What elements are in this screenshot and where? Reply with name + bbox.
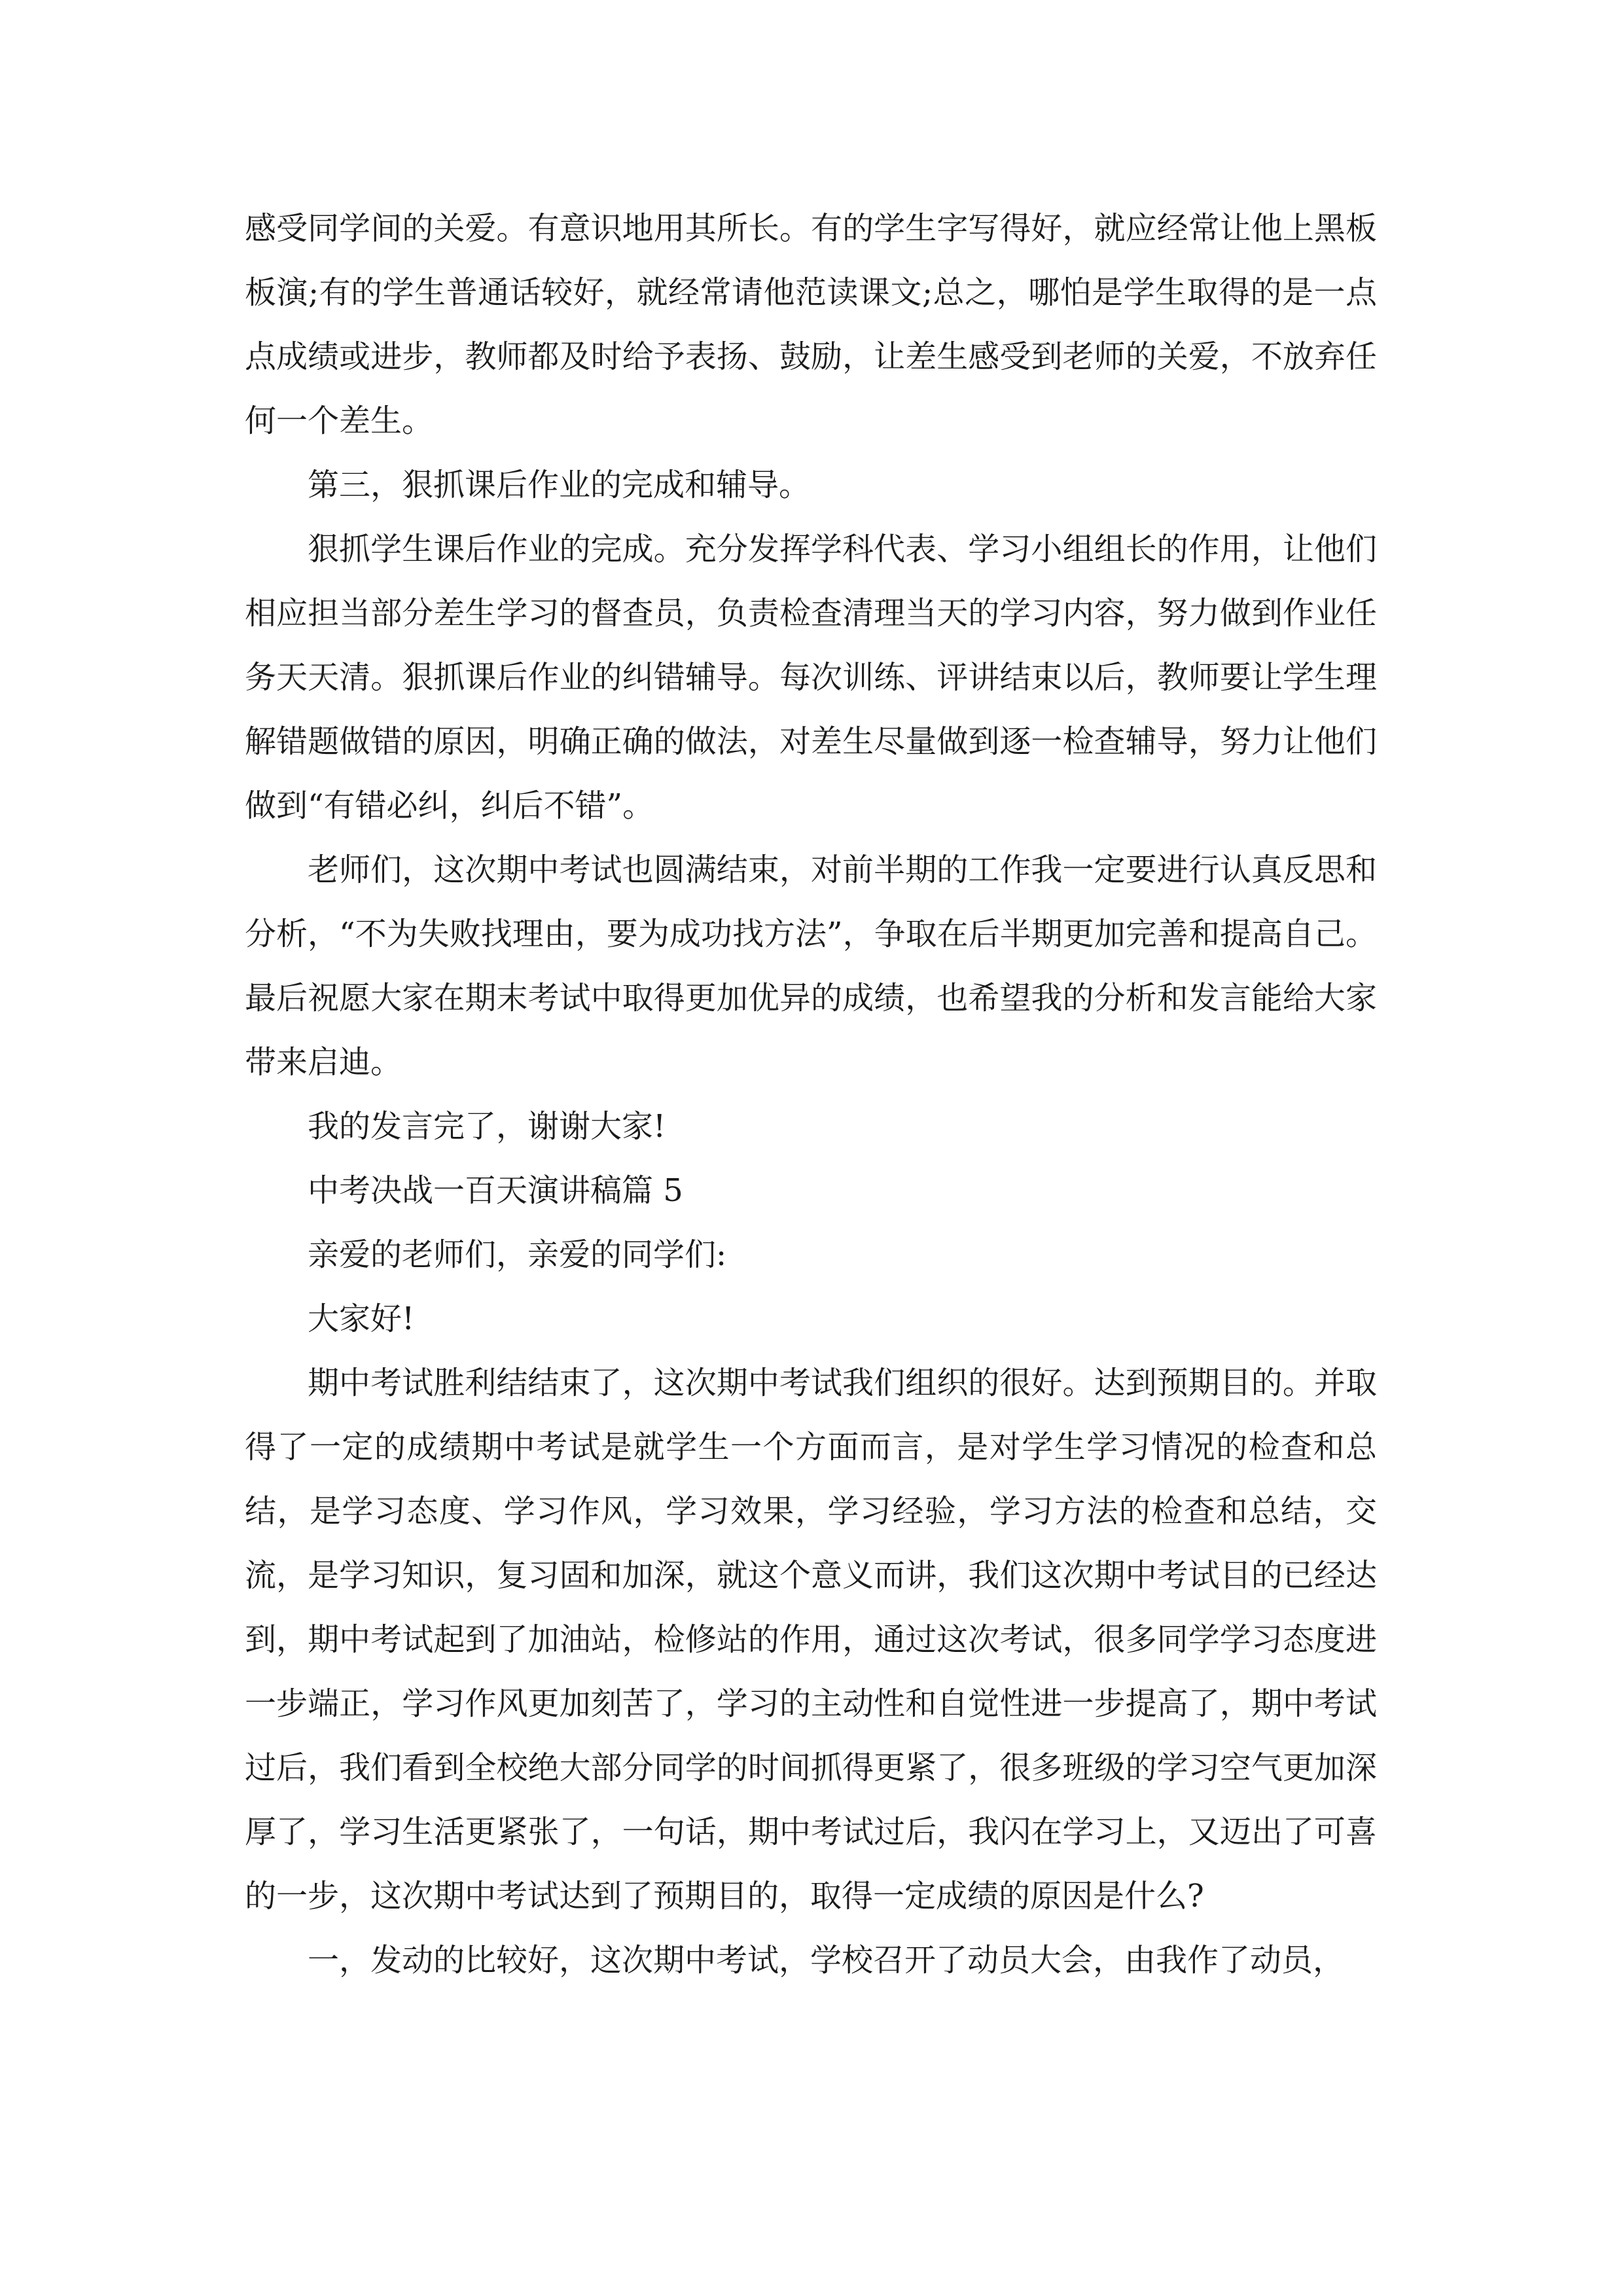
paragraph-heading-third: 第三，狠抓课后作业的完成和辅导。 xyxy=(308,467,811,503)
paragraph-closing: 我的发言完了，谢谢大家! xyxy=(308,1108,666,1145)
paragraph-reflection: 老师们，这次期中考试也圆满结束，对前半期的工作我一定要进行认真反思和分析，“不为失败找理由，要为成功找方法”，争取在后半期更加完善和提高自己。最后祝愿大家在期末考试中取得更加优异的成绩，也希望我的分析和发言能给大家带来启迪。 xyxy=(245,852,1377,1081)
paragraph-salutation: 亲爱的老师们，亲爱的同学们: xyxy=(308,1236,727,1273)
paragraph-continued: 感受同学间的关爱。有意识地用其所长。有的学生字写得好，就应经常让他上黑板板演;有的学生普通话较好，就经常请他范读课文;总之，哪怕是学生取得的是一点点成绩或进步，教师都及时给予表扬、鼓励，让差生感受到老师的关爱，不放弃任何一个差生。 xyxy=(245,210,1377,439)
paragraph-midterm-summary: 期中考试胜利结结束了，这次期中考试我们组织的很好。达到预期目的。并取得了一定的成绩期中考试是就学生一个方面而言，是对学生学习情况的检查和总结，是学习态度、学习作风，学习效果，学习经验，学习方法的检查和总结，交流，是学习知识，复习固和加深，就这个意义而讲，我们这次期中考试目的已经达到，期中考试起到了加油站，检修站的作用，通过这次考试，很多同学学习态度进一步端正，学习作风更加刻苦了，学习的主动性和自觉性进一步提高了，期中考试过后，我们看到全校绝大部分同学的时间抓得更紧了，很多班级的学习空气更加深厚了，学习生活更紧张了，一句话，期中考试过后，我闪在学习上，又迈出了可喜的一步，这次期中考试达到了预期目的，取得一定成绩的原因是什么? xyxy=(245,1365,1377,1914)
document-body xyxy=(245,196,1377,1992)
paragraph-point-one: 一，发动的比较好，这次期中考试，学校召开了动员大会，由我作了动员， xyxy=(308,1942,1345,1979)
paragraph-greeting: 大家好! xyxy=(308,1300,415,1337)
section-title: 中考决战一百天演讲稿篇 5 xyxy=(308,1172,683,1209)
paragraph-homework: 狠抓学生课后作业的完成。充分发挥学科代表、学习小组组长的作用，让他们相应担当部分差生学习的督查员，负责检查清理当天的学习内容，努力做到作业任务天天清。狠抓课后作业的纠错辅导。每次训练、评讲结束以后，教师要让学生理解错题做错的原因，明确正确的做法，对差生尽量做到逐一检查辅导，努力让他们做到“有错必纠，纠后不错”。 xyxy=(245,531,1377,824)
